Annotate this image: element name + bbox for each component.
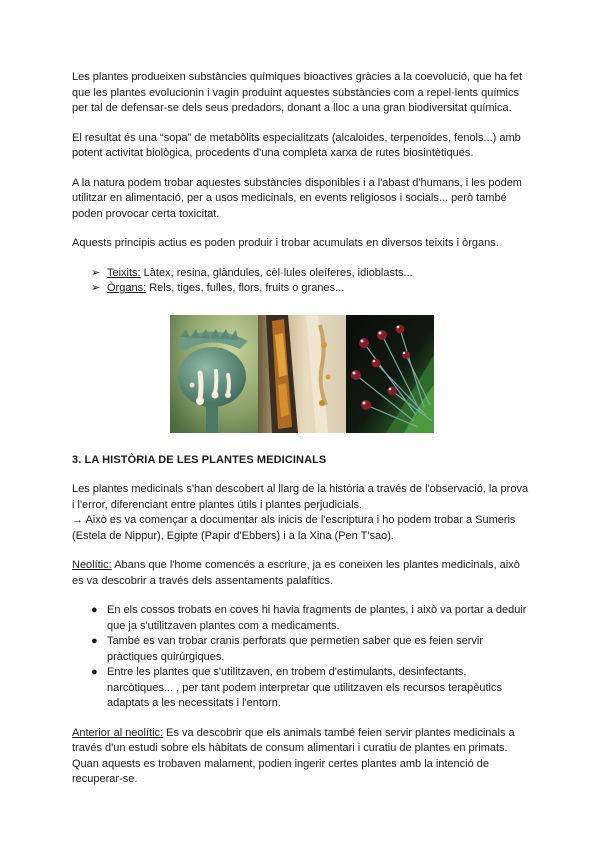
list-item (91, 603, 532, 634)
list-item-text: També es van trobar cranis perforats que permetien saber que es feien servir pràctiques quirúrgiques. (107, 635, 484, 663)
bullet-dot-icon: ● (91, 635, 98, 647)
arrow-bullet-icon: ➢ (91, 266, 101, 279)
list-item-text: Entre les plantes que s'utilitzaven, en trobem d'estimulants, desinfectants, narcòtiques... , per tant podem interpretar que utilitzaven els recursos terapèutics adaptats a les necessitats i l'entorn. (107, 666, 502, 709)
paragraph-history-intro: Les plantes medicinals s'han descobert al llarg de la història a través de l'observació, la prova i l'error, diferenciant entre plantes útils i plantes perjudicials. (72, 483, 529, 511)
paragraph-coevolution: Les plantes produeixen substàncies químiques bioactives gràcies a la coevolució, que ha fet que les plantes evolucionin i vagin produint aquestes substàncies com a repel·lents químics per tal de defensar-se dels seus predadors, donant a lloc a una gran biodiversitat química. (72, 71, 523, 114)
pre-neolithic-label: Anterior al neolític: (72, 726, 164, 739)
resin-tissue-image (258, 315, 346, 433)
list-text-organs: Rels, tiges, fulles, flors, fruits o granes... (146, 282, 345, 294)
section-heading: 3. LA HISTÒRIA DE LES PLANTES MEDICINALS (72, 453, 327, 466)
bullet-dot-icon: ● (91, 666, 98, 678)
list-item (91, 665, 532, 712)
paragraph-metabolites: El resultat és una “sopa” de metabòlits especialitzats (alcaloides, terpenoides, fenols...) amb potent activitat biològica, procedents d'una completa xarxa de rutes biosintètiques. (72, 131, 521, 159)
paragraph-neolithic (72, 558, 532, 589)
neolithic-findings-list (72, 603, 532, 712)
document-body (72, 70, 532, 788)
list-label-tissues: Teixits: (107, 266, 141, 279)
paragraph-nature-uses: A la natura podem trobar aquestes substàncies disponibles i a l'abast d'humans, i les podem utilitzar en alimentació, per a usos medicinals, en events religiosos i socials... però també poden provocar certa toxicitat. (72, 176, 522, 220)
list-item-organs (91, 281, 532, 297)
tissues-organs-list (72, 266, 532, 297)
paragraph-active-principles: Aquests principis actius es poden produir i trobar acumulats en diversos teixits i òrgans. (72, 237, 499, 249)
poppy-latex-image (170, 315, 258, 433)
neolithic-text: Abans que l'home comencés a escriure, ja es coneixen les plantes medicinals, això es va descobrir a través dels assentaments palafítics. (72, 559, 520, 587)
pre-neolithic-text: Es va descobrir que els animals també feien servir plantes medicinals a través d'un estudi sobre els hàbitats de consum alimentari i curatiu de plantes en primats. Quan aquests es trobaven malament, podien ingerir certes plantes amb la intenció de recuperar-se. (72, 726, 515, 785)
list-item-tissues (91, 266, 532, 282)
glandular-hairs-image (346, 315, 434, 433)
paragraph-history-documentation: → Això es va començar a documentar als inicis de l'escriptura i ho podem trobar a Sumeris (Estela de Nippur), Egipte (Papir d'Ebbers) i a la Xina (Pen T'sao). (72, 514, 516, 542)
bullet-dot-icon: ● (91, 604, 98, 616)
paragraph-pre-neolithic (72, 726, 532, 788)
list-item-text: En els cossos trobats en coves hi havia fragments de plantes, i això va portar a deduir que ja s'utilitzaven plantes com a medicaments. (107, 604, 527, 632)
list-text-tissues: Làtex, resina, glàndules, cèl·lules oleíferes, idioblasts... (140, 266, 413, 279)
plant-images-strip (72, 315, 532, 433)
neolithic-label: Neolític: (72, 559, 112, 571)
arrow-bullet-icon: ➢ (91, 282, 101, 294)
list-label-organs: Òrgans: (107, 282, 147, 294)
list-item (91, 634, 532, 665)
